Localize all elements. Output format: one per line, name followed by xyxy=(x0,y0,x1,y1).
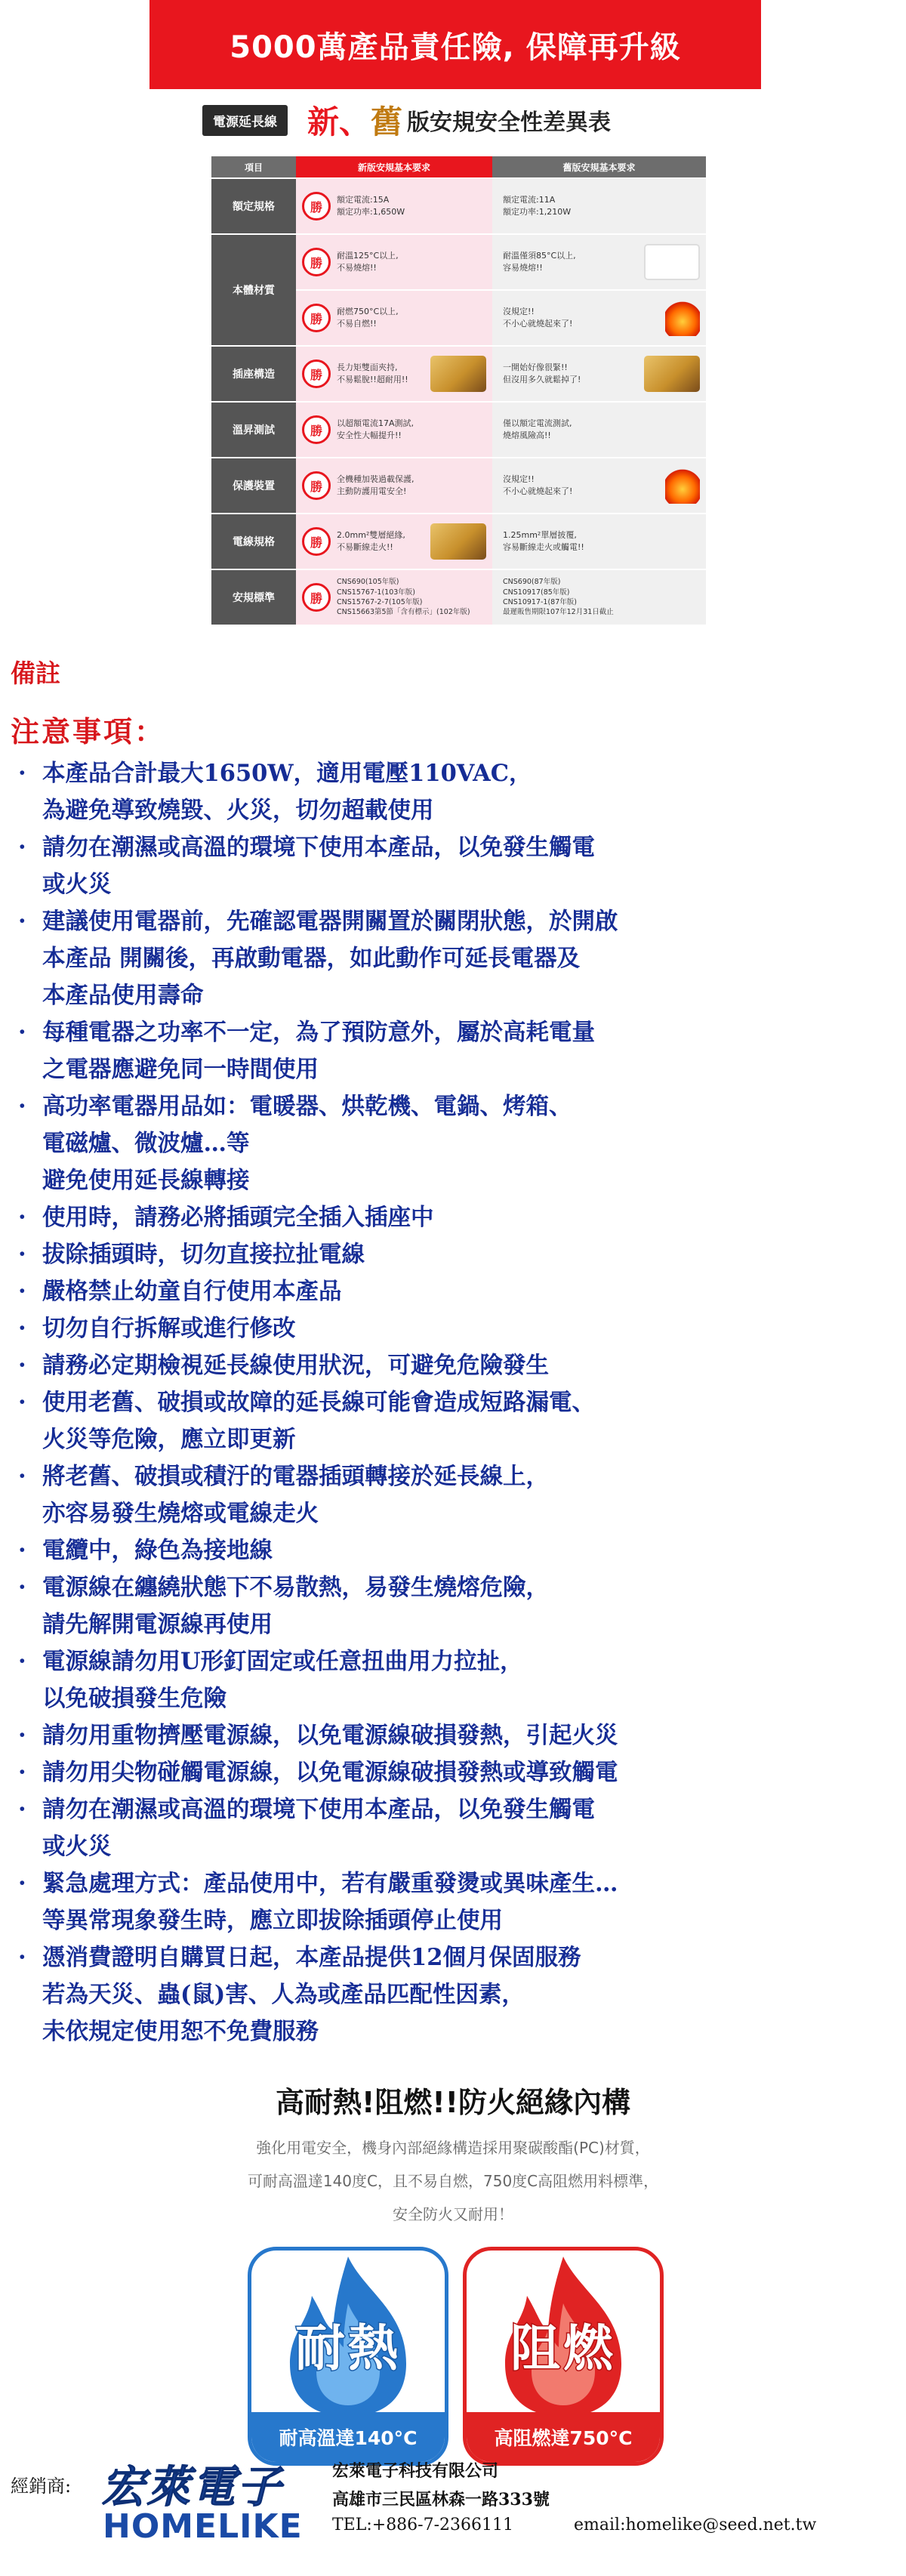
header-item: 項目 xyxy=(211,156,296,177)
list-item: · 建議使用電器前，先確認電器開關置於關閉狀態，於開啟 本產品 開關後，再啟動電器，如此動作可延長電器及 本產品使用壽命 xyxy=(17,903,892,1014)
description-line: 強化用電安全，機身內部絕緣構造採用聚碳酸酯(PC)材質， xyxy=(256,2139,650,2157)
list-item: · 高功率電器用品如：電暖器、烘乾機、電鍋、烤箱、 電磁爐、微波爐…等 避免使用延長線轉接 xyxy=(17,1088,892,1199)
list-item: · 嚴格禁止幼童自行使用本產品 xyxy=(17,1273,892,1310)
row-label: 電線規格 xyxy=(211,514,296,569)
old-spec: 僅以額定電流測試, 燒熔風險高!! xyxy=(503,418,572,440)
fire-section-description xyxy=(0,2131,906,2231)
list-item: · 請勿用重物擠壓電源線，以免電源線破損發熱，引起火災 xyxy=(17,1717,892,1754)
remarks-heading: 備註 xyxy=(11,659,60,688)
list-item: · 電纜中，綠色為接地線 xyxy=(17,1532,892,1569)
win-seal-icon: 勝 xyxy=(302,304,331,332)
cautions-heading: 注意事項： xyxy=(11,714,166,748)
list-item: · 憑消費證明自購買日起，本產品提供12個月保固服務 若為天災、蟲(鼠)害、人為或產品匹配性因素， 未依規定使用恕不免費服務 xyxy=(17,1939,892,2050)
row-label: 保護裝置 xyxy=(211,458,296,513)
list-item: · 請勿在潮濕或高溫的環境下使用本產品，以免發生觸電 或火災 xyxy=(17,829,892,903)
company-email: email:homelike@seed.net.tw xyxy=(574,2516,817,2534)
distributor-label: 經銷商: xyxy=(11,2476,72,2497)
row-label: 安規標準 xyxy=(211,570,296,625)
list-item: · 電源線請勿用U形釘固定或任意扭曲用力拉扯， 以免破損發生危險 xyxy=(17,1643,892,1717)
table-row xyxy=(211,347,706,401)
brand-logo-english: HOMELIKE xyxy=(103,2507,303,2546)
company-phone: TEL:+886-7-2366111 xyxy=(332,2516,514,2534)
contact-photo-icon xyxy=(430,356,486,392)
new-spec: 耐燃750°C以上, 不易自燃!! xyxy=(337,307,399,329)
new-spec: 全機種加裝過載保護, 主動防護用電安全! xyxy=(337,474,414,496)
win-seal-icon: 勝 xyxy=(302,359,331,388)
table-row xyxy=(211,570,706,625)
flame-photo-icon xyxy=(665,467,700,504)
brand-logo-chinese: 宏萊電子 xyxy=(101,2461,283,2513)
list-item: · 請勿用尖物碰觸電源線，以免電源線破損發熱或導致觸電 xyxy=(17,1754,892,1791)
description-line: 可耐高溫達140度C，且不易自燃，750度C高阻燃用料標準， xyxy=(247,2172,659,2190)
row-label: 溫昇測試 xyxy=(211,403,296,457)
new-spec: 耐溫125°C以上, 不易燒熔!! xyxy=(337,251,399,273)
header-new: 新版安規基本要求 xyxy=(296,156,492,177)
list-item: · 拔除插頭時，切勿直接拉扯電線 xyxy=(17,1236,892,1273)
category-badge: 電源延長線 xyxy=(202,105,288,136)
table-row xyxy=(211,235,706,289)
old-spec: 1.25mm²單層披覆, 容易斷線走火或觸電!! xyxy=(503,530,584,552)
list-item: · 每種電器之功率不一定，為了預防意外，屬於高耗電量 之電器應避免同一時間使用 xyxy=(17,1014,892,1088)
flame-photo-icon xyxy=(665,300,700,336)
title-rest: 版安規安全性差異表 xyxy=(407,110,612,136)
list-item: · 緊急處理方式：產品使用中，若有嚴重發燙或異味產生… 等異常現象發生時，應立即拔除插頭停止使用 xyxy=(17,1865,892,1939)
old-spec: 沒規定!! 不小心就燒起來了! xyxy=(503,307,573,329)
row-label: 額定規格 xyxy=(211,179,296,233)
list-item: · 電源線在纏繞狀態下不易散熱，易發生燒熔危險， 請先解開電源線再使用 xyxy=(17,1569,892,1643)
description-line: 安全防火又耐用！ xyxy=(393,2205,513,2223)
table-row xyxy=(211,514,706,569)
title-old: 舊 xyxy=(371,103,403,140)
new-spec: 2.0mm²雙層絕緣, 不易斷線走火!! xyxy=(337,530,405,552)
old-spec: 額定電流:11A 額定功率:1,210W xyxy=(503,195,572,217)
title-new: 新、 xyxy=(307,103,371,140)
row-label: 本體材質 xyxy=(211,235,296,345)
table-row xyxy=(211,458,706,513)
row-label: 插座構造 xyxy=(211,347,296,401)
table-row xyxy=(211,179,706,233)
company-name: 宏萊電子科技有限公司 xyxy=(332,2461,499,2481)
win-seal-icon: 勝 xyxy=(302,192,331,221)
new-spec: 以超額電流17A測試, 安全性大幅提升!! xyxy=(337,418,414,440)
list-item: · 請勿在潮濕或高溫的環境下使用本產品，以免發生觸電 或火災 xyxy=(17,1791,892,1865)
flame-retardant-card xyxy=(463,2247,664,2466)
win-seal-icon: 勝 xyxy=(302,248,331,276)
list-item: · 使用時，請務必將插頭完全插入插座中 xyxy=(17,1199,892,1236)
cautions-list xyxy=(17,755,892,2050)
new-spec: 額定電流:15A 額定功率:1,650W xyxy=(337,195,405,217)
old-spec: CNS690(87年版) CNS10917(85年版) CNS10917-1(87年版) 最遲販售期限107年12月31日截止 xyxy=(503,578,614,617)
list-item: · 將老舊、破損或積汙的電器插頭轉接於延長線上， 亦容易發生燒熔或電線走火 xyxy=(17,1458,892,1532)
win-seal-icon: 勝 xyxy=(302,583,331,612)
wire-photo-icon xyxy=(430,523,486,560)
heat-caption: 耐高溫達140°C xyxy=(251,2412,445,2462)
heat-label: 耐熱 xyxy=(295,2319,401,2377)
new-spec: CNS690(105年版) CNS15767-1(103年版) CNS15767-2-7(105年版) CNS15663第5節「含有標示」(102年版) xyxy=(337,578,470,617)
banner-text: 5000萬產品責任險, 保障再升級 xyxy=(230,29,681,65)
win-seal-icon: 勝 xyxy=(302,415,331,444)
old-spec: 沒規定!! 不小心就燒起來了! xyxy=(503,474,573,496)
list-item: · 切勿自行拆解或進行修改 xyxy=(17,1310,892,1347)
table-header-row xyxy=(211,156,706,177)
win-seal-icon: 勝 xyxy=(302,527,331,556)
old-spec: 耐溫僅須85°C以上, 容易燒熔!! xyxy=(503,251,576,273)
flame-caption: 高阻燃達750°C xyxy=(467,2412,660,2462)
list-item: · 使用老舊、破損或故障的延長線可能會造成短路漏電、 火災等危險，應立即更新 xyxy=(17,1384,892,1458)
top-banner xyxy=(149,0,761,89)
header-old: 舊版安規基本要求 xyxy=(492,156,706,177)
new-spec: 長力矩雙面夾持, 不易鬆脫!!超耐用!! xyxy=(337,362,408,384)
contact-photo-icon xyxy=(644,356,700,392)
old-spec: 一開始好像很緊!! 但沒用多久就鬆掉了! xyxy=(503,362,581,384)
list-item: · 本產品合計最大1650W，適用電壓110VAC， 為避免導致燒毀、火災，切勿超載使用 xyxy=(17,755,892,829)
comparison-title xyxy=(202,97,708,143)
flame-label: 阻燃 xyxy=(510,2319,616,2377)
company-address: 高雄市三民區林森一路333號 xyxy=(332,2490,550,2510)
list-item: · 請務必定期檢視延長線使用狀況，可避免危險發生 xyxy=(17,1347,892,1384)
fire-section-title: 高耐熱!阻燃!!防火絕緣內構 xyxy=(276,2086,630,2119)
outlet-photo-icon xyxy=(644,244,700,280)
comparison-table xyxy=(211,155,706,626)
win-seal-icon: 勝 xyxy=(302,471,331,500)
table-row xyxy=(211,403,706,457)
heat-resistant-card xyxy=(248,2247,448,2466)
